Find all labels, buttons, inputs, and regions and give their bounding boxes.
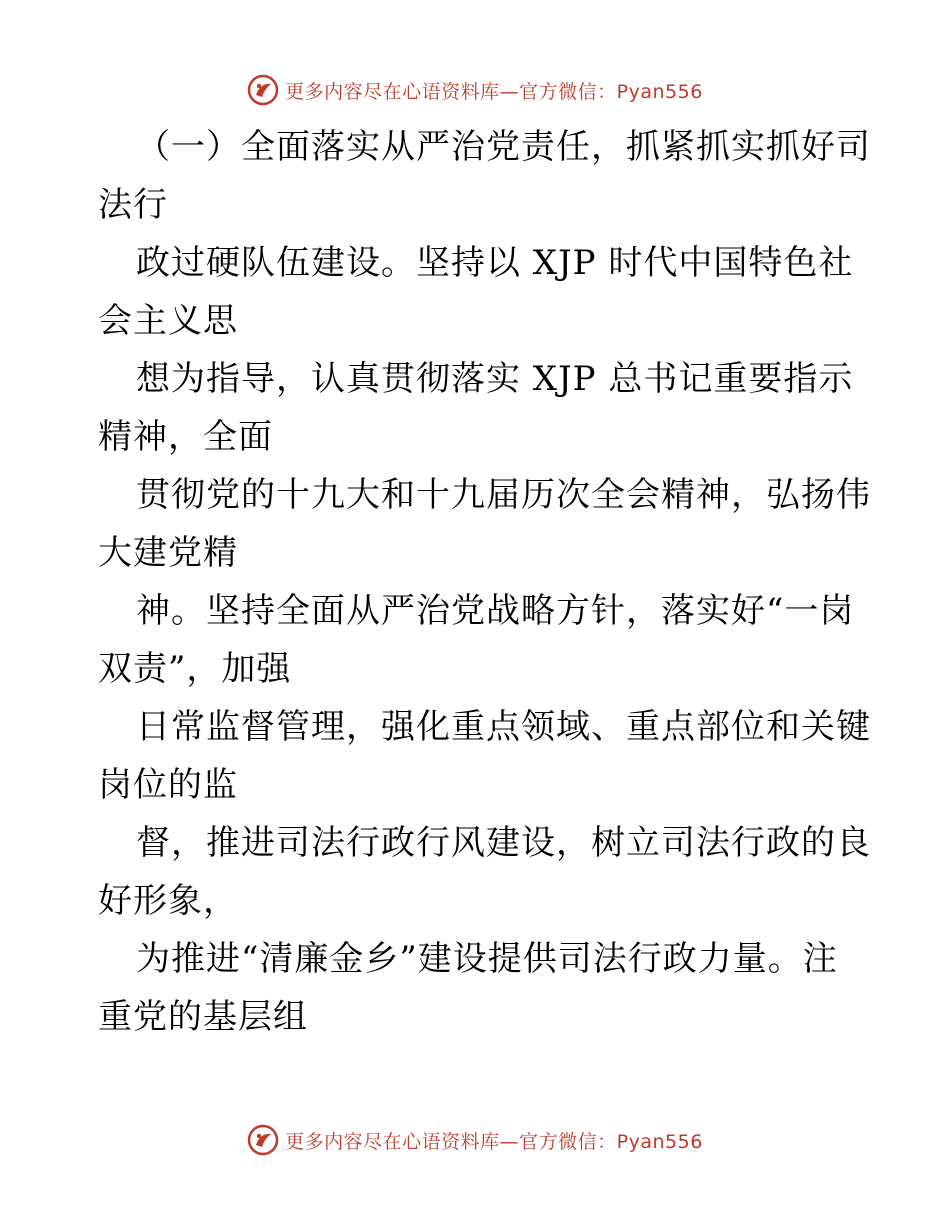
footer-banner — [0, 1120, 950, 1160]
seal-logo-icon — [247, 74, 279, 106]
text-line: 督，推进司法行政行风建设，树立司法行政的良 — [136, 823, 871, 863]
text-line: 日常监督管理，强化重点领域、重点部位和关键 — [136, 707, 871, 747]
text-line: 岗位的监 — [98, 765, 238, 805]
header-banner — [0, 70, 950, 110]
document-body — [98, 118, 871, 1046]
text-line: 好形象， — [98, 881, 238, 921]
text-line: 重党的基层组 — [98, 997, 308, 1037]
text-line: 会主义思 — [98, 301, 238, 341]
text-line: 贯彻党的十九大和十九届历次全会精神，弘扬伟 — [136, 475, 871, 515]
text-line: 政过硬队伍建设。坚持以 XJP 时代中国特色社 — [136, 243, 854, 283]
text-line: 大建党精 — [98, 533, 238, 573]
text-line: 为推进“清廉金乡”建设提供司法行政力量。注 — [136, 939, 838, 979]
text-line: 法行 — [98, 185, 168, 225]
banner-text[interactable]: 更多内容尽在心语资料库—官方微信：Pyan556 — [285, 1130, 703, 1153]
seal-logo-icon — [247, 1124, 279, 1156]
text-line: 双责”，加强 — [98, 649, 292, 689]
text-line: 神。坚持全面从严治党战略方针，落实好“一岗 — [136, 591, 855, 631]
text-line: （一）全面落实从严治党责任，抓紧抓实抓好司 — [136, 127, 871, 167]
banner-text[interactable]: 更多内容尽在心语资料库—官方微信：Pyan556 — [285, 80, 703, 103]
text-line: 想为指导，认真贯彻落实 XJP 总书记重要指示 — [136, 359, 854, 399]
text-line: 精神，全面 — [98, 417, 273, 457]
